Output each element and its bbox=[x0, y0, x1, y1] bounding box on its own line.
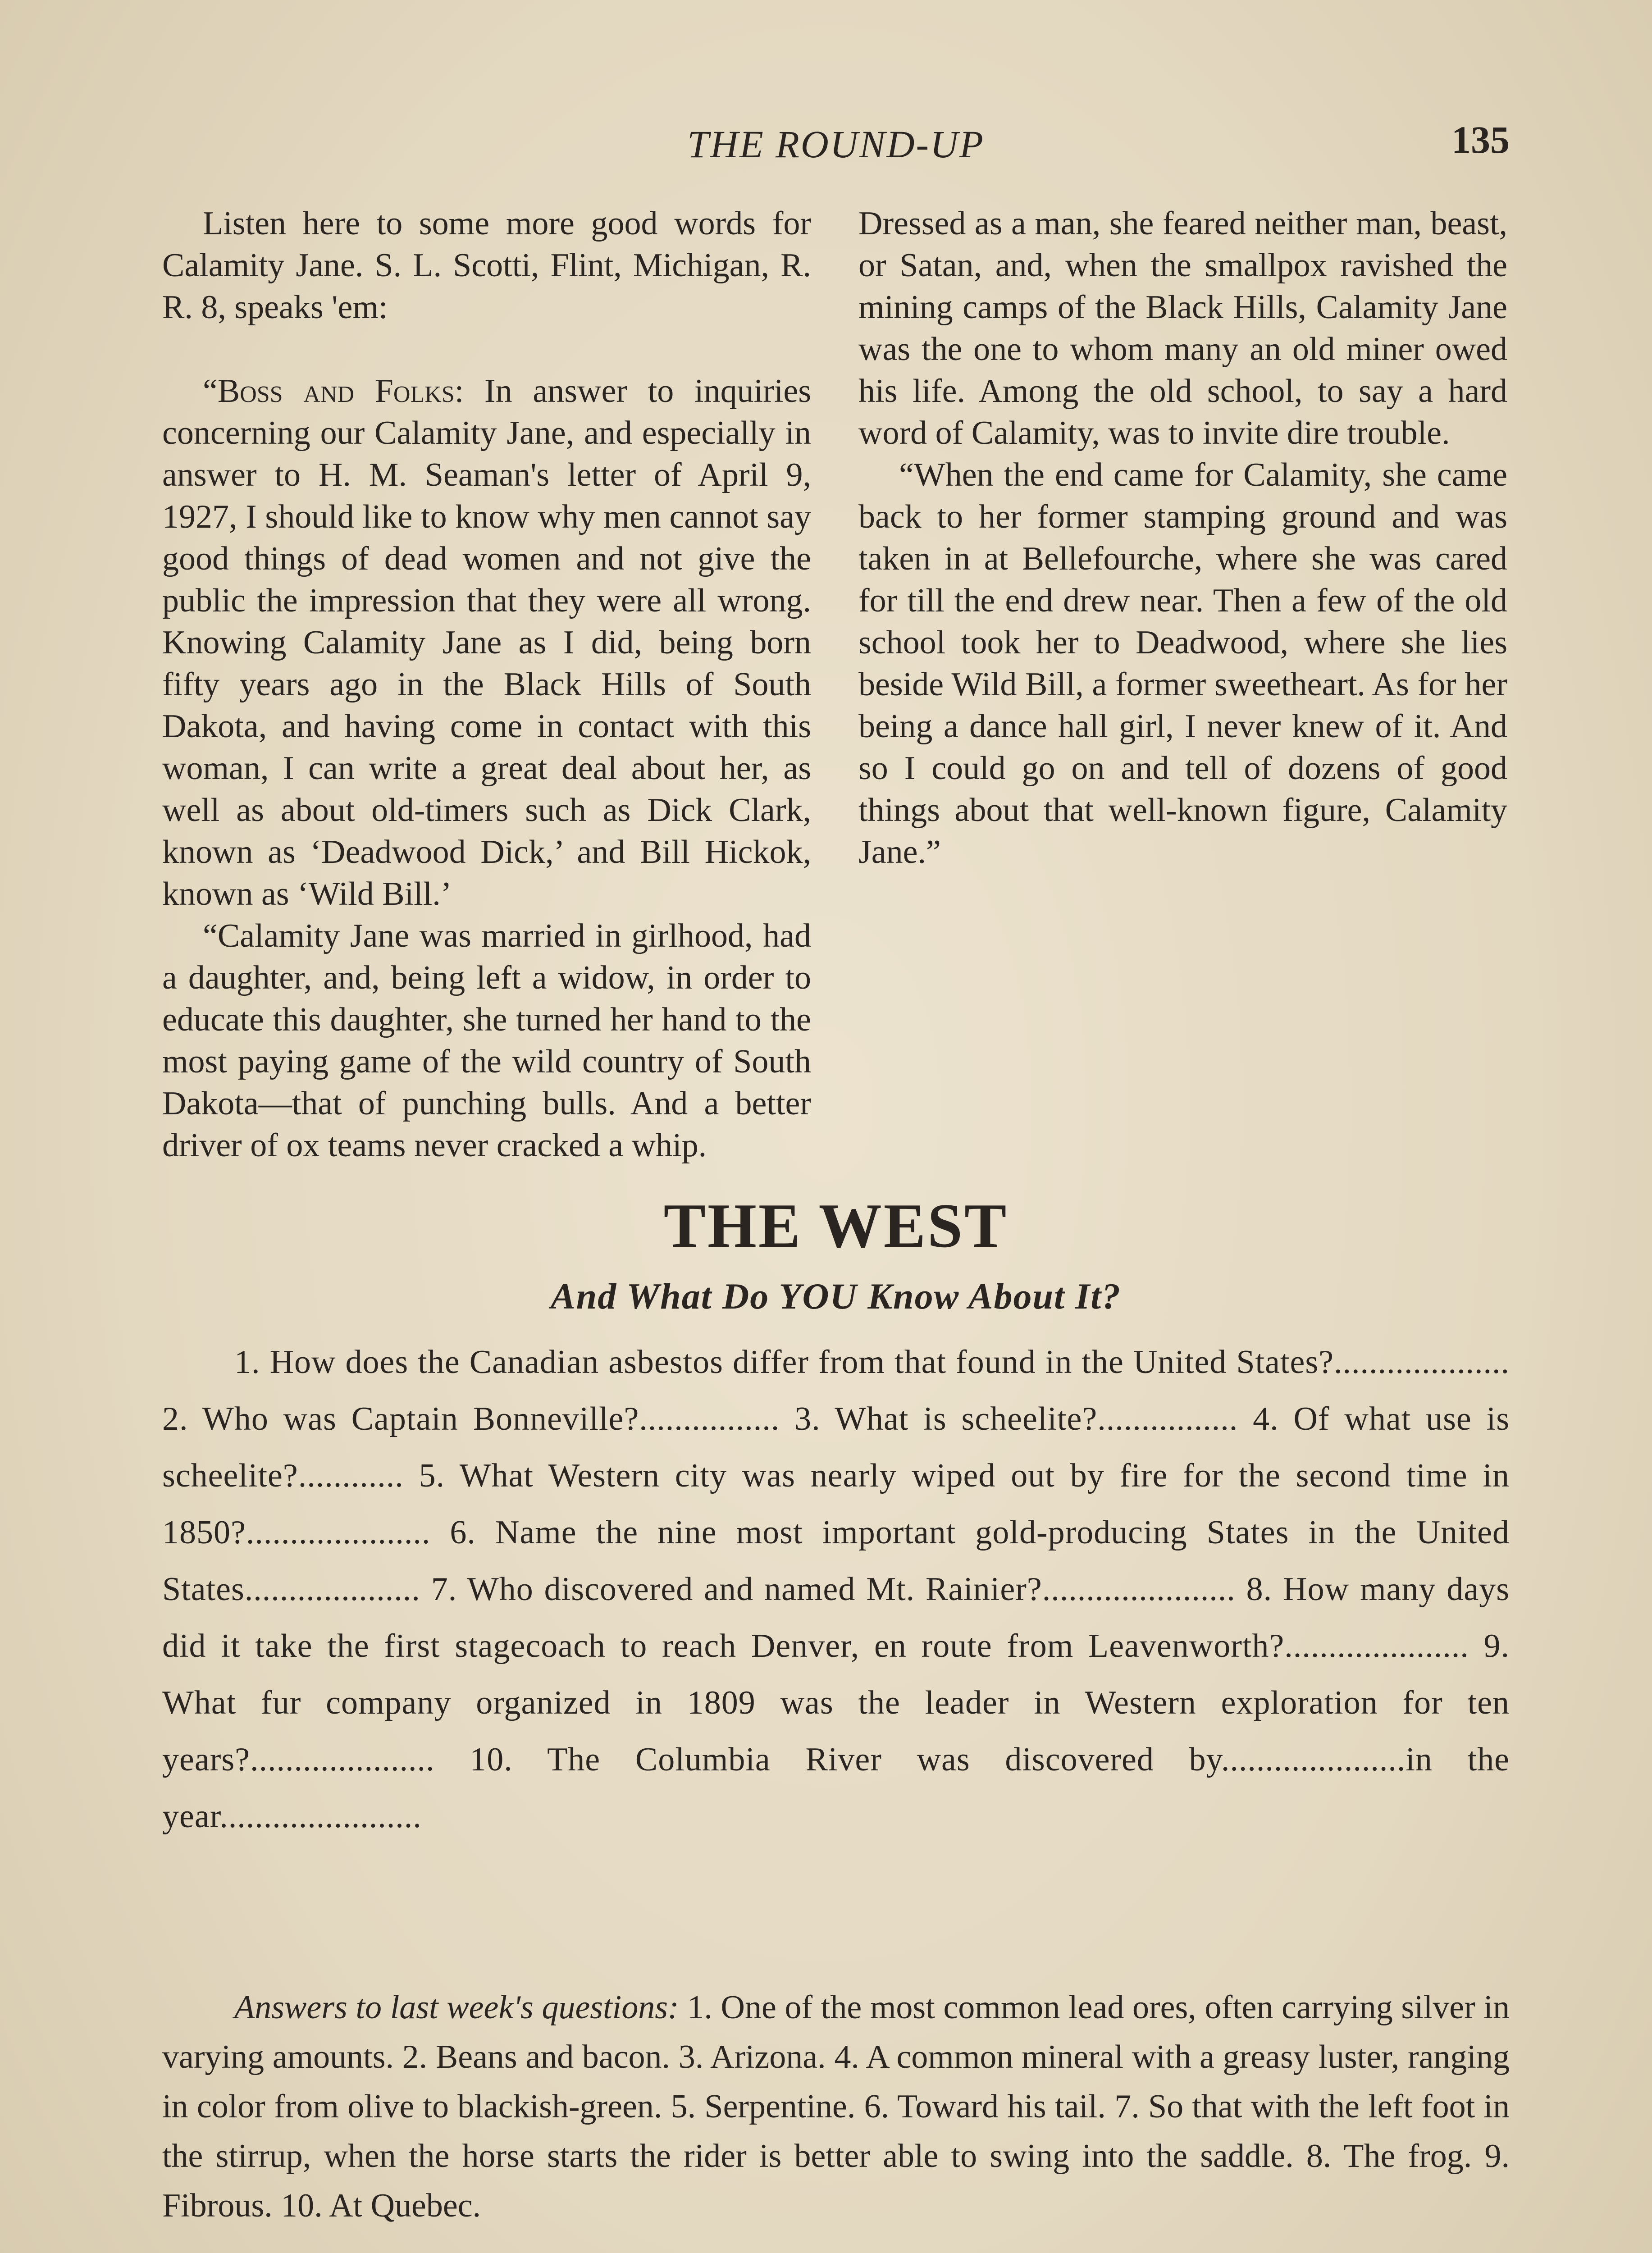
quiz-subtitle: And What Do YOU Know About It? bbox=[550, 1276, 1122, 1317]
answers-section bbox=[162, 1983, 1510, 2230]
letter-paragraph-2-continued: Dressed as a man, she feared neither man, beast, or Satan, and, when the smallpox ravished the mining camps of the Black Hills, Calamity Jane was the one to whom many an old miner owed his life. Among the old school, to say a hard word of Calamity, was to invite dire trouble. bbox=[858, 205, 1507, 452]
quiz-questions: 1. How does the Canadian asbestos differ from that found in the United States?.................... 2. Who was Captain Bonneville?................ 3. What is scheelite?................ 4. Of what use is scheelite?............ 5. What Western city was nearly wiped out by fire for the second time in 1850?..................... 6. Name the nine most important gold-producing States in the United States.................... 7. Who discovered and named Mt. Rainier?...................... 8. How many days did it take the first stagecoach to reach Denver, en route from Leavenworth?..................... 9. What fur company organized in 1809 was the leader in Western exploration for ten years?..................... 10. The Columbia River was discovered by.....................in the year....................... bbox=[162, 1344, 1510, 1835]
answers-text: 1. One of the most common lead ores, often carrying silver in varying amounts. 2. Beans and bacon. 3. Arizona. 4. A common mineral with a greasy luster, ranging in color from olive to blackish-green. 5. Serpentine. 6. Toward his tail. 7. So that with the left foot in the stirrup, when the horse starts the rider is better able to swing into the saddle. 8. The frog. 9. Fibrous. 10. At Quebec. bbox=[162, 1989, 1510, 2224]
letter-paragraph-1 bbox=[162, 370, 811, 915]
left-column bbox=[162, 203, 811, 1167]
answers-lead: Answers to last week's questions: bbox=[234, 1989, 679, 2026]
quiz-title: THE WEST bbox=[663, 1191, 1009, 1261]
letter-paragraph-1-text: In answer to inquiries concerning our Calamity Jane, and especially in answer to H. M. Seaman's letter of April 9, 1927, I should like to know why men cannot say good things of dead women and not give the public the impression that they were all wrong. Knowing Calamity Jane as I did, being born fifty years ago in the Black Hills of South Dakota, and having come in contact with this woman, I can write a great deal about her, as well as about old-timers such as Dick Clark, known as ‘Deadwood Dick,’ and Bill Hickok, known as ‘Wild Bill.’ bbox=[162, 373, 811, 912]
running-title: THE ROUND-UP bbox=[687, 123, 985, 166]
right-column bbox=[858, 203, 1507, 873]
page-header bbox=[162, 113, 1510, 167]
letter-columns bbox=[162, 203, 1510, 1172]
letter-paragraph-2: “Calamity Jane was married in girlhood, had a daughter, and, being left a widow, in order to educate this daughter, she turned her hand to the most paying game of the wild country of South Dakota—that of punching bulls. And a better driver of ox teams never cracked a whip. bbox=[162, 917, 811, 1164]
letter-intro: Listen here to some more good words for Calamity Jane. S. L. Scotti, Flint, Michigan, R. R. 8, speaks 'em: bbox=[162, 205, 811, 326]
page-number: 135 bbox=[1451, 118, 1510, 161]
letter-paragraph-3: “When the end came for Calamity, she came back to her former stamping ground and was taken in at Bellefourche, where she was cared for till the end drew near. Then a few of the old school took her to Deadwood, where she lies beside Wild Bill, a former sweetheart. As for her being a dance hall girl, I never knew of it. And so I could go on and tell of dozens of good things about that well-known figure, Calamity Jane.” bbox=[858, 456, 1507, 871]
letter-salutation: “Boss and Folks: bbox=[203, 373, 464, 410]
